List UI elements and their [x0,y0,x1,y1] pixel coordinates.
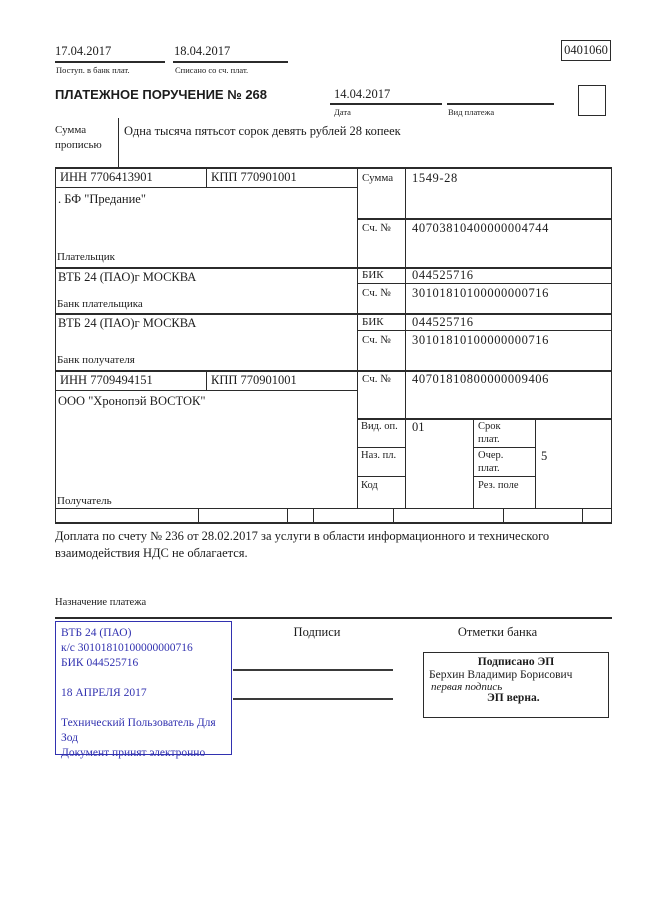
grid-line [473,447,535,448]
signatures-heading: Подписи [293,625,341,639]
grid-line [55,508,612,509]
purpose-label: Назначение платежа [55,597,147,608]
debited-date: 18.04.2017 [174,44,231,58]
payer-bank-label: Банк плательщика [57,298,143,310]
grid-line [357,418,612,420]
payer-bank-acc-label: Сч. № [362,287,391,299]
grid-line [55,313,612,315]
payer-inn: ИНН 7706413901 [60,170,153,184]
grid-line [535,418,536,508]
grid-line [206,167,207,187]
grid-line [357,330,612,331]
payer-label: Плательщик [57,251,115,263]
stamp-line: БИК 044525716 [61,657,139,669]
grid-line [55,267,612,269]
grid-line [357,167,358,508]
divider [55,61,165,63]
grid-line [357,447,405,448]
esign-title: Подписано ЭП [477,656,555,668]
payer-bank-acc-value: 30101810100000000716 [412,286,549,300]
esign-verdict: ЭП верна. [487,692,540,704]
payee-bank-name: ВТБ 24 (ПАО)г МОСКВА [58,316,197,330]
debited-date-label: Списано со сч. плат. [175,65,249,75]
reserve-field-label: Рез. поле [478,480,519,491]
divider [330,103,442,105]
stamp-line: к/с 30101810100000000716 [61,642,193,654]
payee-account-value: 40701810800000009406 [412,372,549,386]
payment-kind-label: Вид платежа [448,107,495,117]
payer-account-label: Сч. № [362,222,391,234]
esign-note: первая подпись [431,681,503,693]
grid-line [405,167,406,508]
stamp-line [61,671,229,686]
payer-name: . БФ "Предание" [58,192,146,206]
op-type-value: 01 [412,420,425,434]
grid-line [611,167,612,522]
payee-inn: ИНН 7709494151 [60,373,153,387]
divider [173,61,288,63]
amount-label: Сумма [362,172,394,184]
grid-line [357,283,612,284]
esign-signer-name: Берхин Владимир Борисович [429,669,573,681]
payee-bank-bik-value: 044525716 [412,315,474,329]
stamp-line: Документ принят электронно [61,747,206,759]
grid-line [357,218,612,220]
payee-kpp: КПП 770901001 [211,373,297,387]
payee-name: ООО "Хронопэй ВОСТОК" [58,394,206,408]
payment-purpose-code-label: Наз. пл. [361,450,397,461]
amount-words-label: прописью [55,139,102,151]
grid-line [393,508,394,522]
payee-bank-bik-label: БИК [362,316,384,328]
received-date: 17.04.2017 [55,44,112,58]
divider [447,103,554,105]
payee-bank-acc-value: 30101810100000000716 [412,333,549,347]
stamp-line: ВТБ 24 (ПАО) [61,627,132,639]
grid-line [206,370,207,390]
payer-kpp: КПП 770901001 [211,170,297,184]
payee-bank-label: Банк получателя [57,354,135,366]
document-title: ПЛАТЕЖНОЕ ПОРУЧЕНИЕ № 268 [55,87,268,102]
grid-line [55,187,357,188]
signature-line [233,698,393,700]
payer-bank-name: ВТБ 24 (ПАО)г МОСКВА [58,270,197,284]
stamp-line: 18 АПРЕЛЯ 2017 [61,687,147,699]
grid-line [503,508,504,522]
payment-kind-checkbox [578,85,606,116]
grid-line [473,418,474,508]
esign-stamp [423,652,609,718]
document-date: 14.04.2017 [334,87,391,101]
grid-line [582,508,583,522]
divider [118,118,119,167]
code-label: Код [361,480,378,491]
signature-line [233,669,393,671]
payer-account-value: 40703810400000004744 [412,221,549,235]
amount-value: 1549-28 [412,171,458,185]
form-code-box: 0401060 [561,40,611,61]
payee-bank-acc-label: Сч. № [362,334,391,346]
received-date-label: Поступ. в банк плат. [56,65,130,75]
payment-order-value: 5 [541,449,548,463]
purpose-text: Доплата по счету № 236 от 28.02.2017 за услуги в области информационного и технического взаимодействия НДС не облагается. [55,529,550,560]
stamp-line: Технический Пользователь Для [61,717,216,729]
payee-label: Получатель [57,495,112,507]
bank-acceptance-stamp [55,621,232,759]
grid-line [55,522,612,524]
grid-line [55,390,357,391]
stamp-line: Зод [61,732,79,744]
grid-line [357,476,405,477]
grid-line [55,617,612,619]
stamp-line [61,701,229,716]
payer-bank-bik-label: БИК [362,269,384,281]
payer-bank-bik-value: 044525716 [412,268,474,282]
grid-line [473,476,535,477]
payment-term-label: Срок плат. [478,421,501,445]
amount-words-value: Одна тысяча пятьсот сорок девять рублей 28 копеек [124,124,401,138]
amount-words-label: Сумма [55,124,87,136]
payment-order-label: Очер. плат. [478,450,504,474]
grid-line [313,508,314,522]
op-type-label: Вид. оп. [361,421,398,432]
grid-line [287,508,288,522]
grid-line [198,508,199,522]
date-label: Дата [334,107,351,117]
grid-line [55,167,56,522]
grid-line [55,167,612,169]
bank-marks-heading: Отметки банка [457,625,538,639]
payee-account-label: Сч. № [362,373,391,385]
